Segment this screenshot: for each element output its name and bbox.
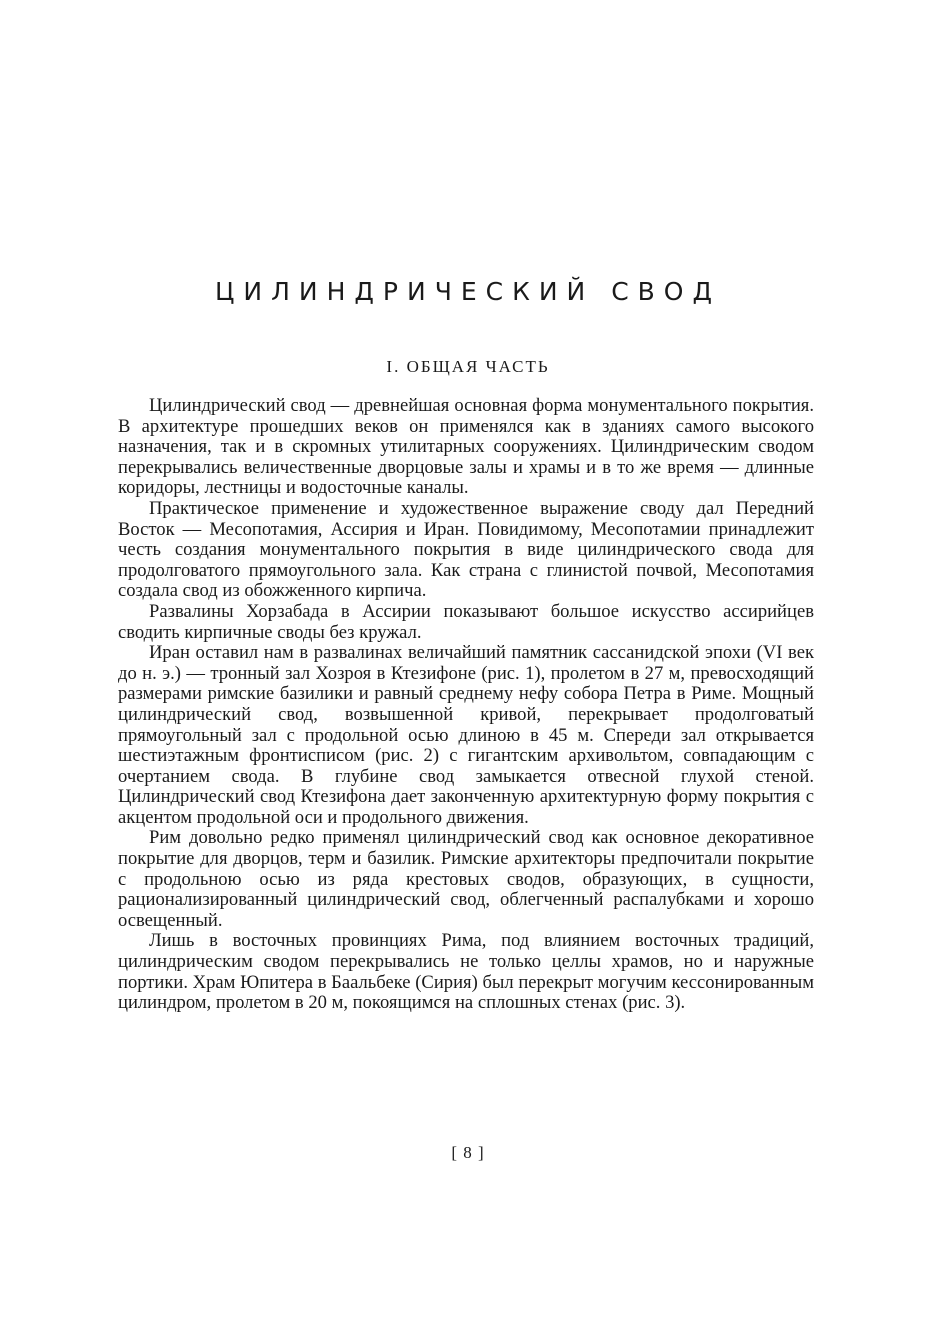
paragraph: Рим довольно редко применял цилиндрический свод как основное декоративное покрытие для дворцов, терм и базилик. Римские архитекторы предпочитали покрытие с продольною осью из ряда крестовых сводов, образующих, в сущности, рационализированный цилиндрический свод, облегченный распалубками и хорошо освещенный. bbox=[118, 827, 814, 931]
page-number: [ 8 ] bbox=[451, 1143, 485, 1162]
paragraph: Развалины Хорзабада в Ассирии показывают большое искусство ассирийцев сводить кирпичные своды без кружал. bbox=[118, 600, 814, 643]
paragraph: Цилиндрический свод — древнейшая основная форма монументального покрытия. В архитектуре прошедших веков он применялся как в зданиях самого высокого назначения, так и в скромных утилитарных сооружениях. Цилиндрическим сводом перекрывались величественные дворцовые залы и храмы и в то же время — длинные коридоры, лестницы и водосточные каналы. bbox=[118, 395, 814, 499]
section-heading: I. ОБЩАЯ ЧАСТЬ bbox=[386, 357, 550, 376]
paragraph: Практическое применение и художественное выражение своду дал Передний Восток — Месопотамия, Ассирия и Иран. Повидимому, Месопотамии принадлежит честь создания монументального покрытия в виде цилиндрического свода для продолговатого прямоугольного зала. Как страна с глинистой почвой, Месопотамия создала свод из обожженного кирпича. bbox=[118, 497, 814, 602]
paragraph: Иран оставил нам в развалинах величайший памятник сассанидской эпохи (VI век до н. э.) — тронный зал Хозроя в Ктезифоне (рис. 1), пролетом в 27 м, превосходящий размерами римские базилики и равный среднему нефу собора Петра в Риме. Мощный цилиндрический свод, возвышенной кривой, перекрывает продолговатый прямоугольный зал с продольной осью длиною в 45 м. Спереди зал открывается шестиэтажным фронтисписом (рис. 2) с гигантским архивольтом, совпадающим с очертанием свода. В глубине свод замыкается отвесной глухой стеной. Цилиндрический свод Ктезифона дает законченную архитектурную форму покрытия с акцентом продольной оси и продольного движения. bbox=[118, 642, 814, 828]
chapter-title: ЦИЛИНДРИЧЕСКИЙ СВОД bbox=[214, 277, 722, 306]
paragraph: Лишь в восточных провинциях Рима, под влиянием восточных традиций, цилиндрическим сводом перекрывались не только целлы храмов, но и наружные портики. Храм Юпитера в Баальбеке (Сирия) был перекрыт могучим кессонированным цилиндром, пролетом в 20 м, покоящимся на сплошных стенах (рис. 3). bbox=[118, 930, 814, 1014]
body-text bbox=[118, 396, 814, 1014]
